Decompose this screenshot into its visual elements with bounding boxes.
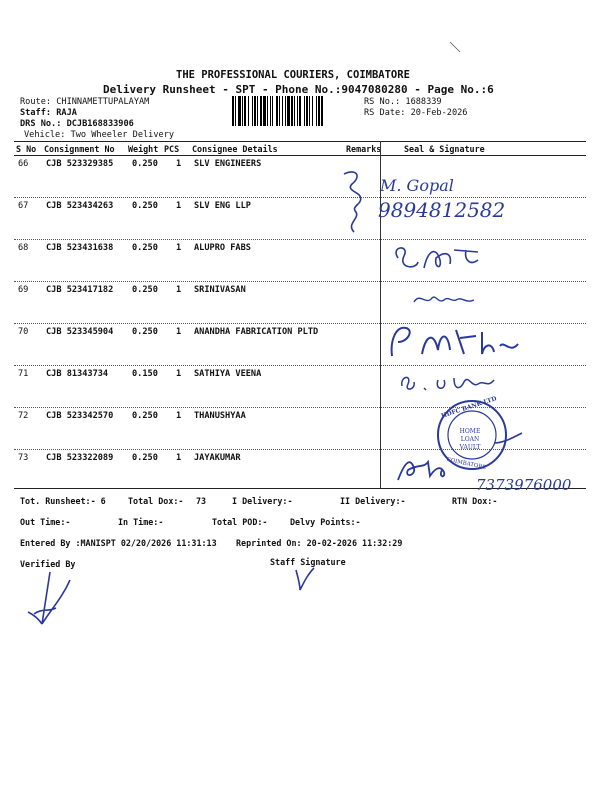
i-delivery: I Delivery:-: [232, 496, 293, 506]
barcode-bar: [299, 96, 301, 126]
row-pcs: 1: [176, 369, 182, 379]
signature-row69: [410, 290, 480, 314]
ii-delivery: II Delivery:-: [340, 496, 406, 506]
barcode-bar: [304, 96, 305, 126]
rs-no-label: RS No.: 1688339: [364, 97, 442, 107]
signature-row73: [394, 454, 454, 488]
signature-row71: [398, 370, 508, 398]
total-pod: Total POD:-: [212, 517, 268, 527]
col-pcs: PCS: [164, 144, 180, 154]
stray-pen-mark: [448, 40, 468, 60]
barcode-bar: [254, 96, 256, 126]
row-sno: 70: [18, 327, 29, 337]
signature-row70: [386, 320, 526, 368]
table-row: [0, 282, 600, 324]
row-pcs: 1: [176, 327, 182, 337]
row-consignment: CJB 523345904: [46, 327, 114, 337]
row-sno: 67: [18, 201, 29, 211]
barcode-bar: [297, 96, 298, 126]
barcode-bar: [316, 96, 317, 126]
stamp-middle-text: HOME LOAN VAULT: [459, 428, 481, 451]
out-time: Out Time:-: [20, 517, 71, 527]
barcode-bar: [279, 96, 280, 126]
vehicle-label: Vehicle: Two Wheeler Delivery: [24, 130, 175, 140]
row-pcs: 1: [176, 285, 182, 295]
row-sno: 71: [18, 369, 29, 379]
table-row: [0, 240, 600, 282]
row-sno: 68: [18, 243, 29, 253]
col-consignee: Consignee Details: [192, 144, 278, 154]
tot-runsheet: Tot. Runsheet:- 6: [20, 496, 106, 506]
row-sno: 66: [18, 159, 29, 169]
total-dox-value: 73: [196, 496, 207, 506]
barcode: [232, 96, 360, 126]
barcode-bar: [248, 96, 249, 126]
row-weight: 0.250: [132, 453, 158, 463]
signature-row68: [390, 240, 490, 278]
col-remarks: Remarks: [346, 144, 382, 154]
handwritten-phone: 9894812582: [378, 198, 506, 222]
barcode-bar: [318, 96, 320, 126]
barcode-bar: [294, 96, 295, 126]
row-sno: 69: [18, 285, 29, 295]
row-consignment: CJB 523342570: [46, 411, 114, 421]
rtn-dox: RTN Dox:-: [452, 496, 498, 506]
row-consignee: THANUSHYAA: [194, 411, 246, 421]
in-time: In Time:-: [118, 517, 164, 527]
handwritten-name: M. Gopal: [380, 176, 454, 195]
row-consignment: CJB 523322089: [46, 453, 114, 463]
row-weight: 0.250: [132, 285, 158, 295]
row-consignee: JAYAKUMAR: [194, 453, 241, 463]
handwritten-phone-2: 7373976000: [476, 476, 572, 494]
barcode-bar: [257, 96, 258, 126]
row-sno: 72: [18, 411, 29, 421]
reprinted-on: Reprinted On: 20-02-2026 11:32:29: [236, 538, 403, 548]
row-consignee: SATHIYA VEENA: [194, 369, 262, 379]
entered-by: Entered By :MANISPT 02/20/2026 11:31:13: [20, 538, 217, 548]
staff-signature-mark: [292, 564, 318, 598]
barcode-bar: [309, 96, 310, 126]
barcode-bar: [306, 96, 308, 126]
row-consignee: SLV ENGINEERS: [194, 159, 262, 169]
barcode-bar: [238, 96, 241, 126]
col-weight: Weight: [128, 144, 159, 154]
row-weight: 0.250: [132, 159, 158, 169]
barcode-bar: [263, 96, 266, 126]
row-consignment: CJB 523434263: [46, 201, 114, 211]
row-weight: 0.250: [132, 411, 158, 421]
col-seal: Seal & Signature: [404, 144, 485, 154]
row-consignee: ANANDHA FABRICATION PLTD: [194, 327, 319, 337]
runsheet-subtitle: Delivery Runsheet - SPT - Phone No.:9047080280 - Page No.:6: [103, 83, 494, 96]
drs-label: DRS No.: DCJB168833906: [20, 119, 134, 129]
barcode-bar: [270, 96, 271, 126]
row-pcs: 1: [176, 453, 182, 463]
company-title: THE PROFESSIONAL COURIERS, COIMBATORE: [176, 69, 410, 81]
barcode-bar: [235, 96, 236, 126]
signature-row66: [336, 166, 376, 240]
row-pcs: 1: [176, 201, 182, 211]
row-consignment: CJB 523329385: [46, 159, 114, 169]
rs-date-label: RS Date: 20-Feb-2026: [364, 108, 468, 118]
stamp-top-text: HDFC BANK LTD: [440, 395, 498, 420]
row-pcs: 1: [176, 243, 182, 253]
row-consignment: CJB 81343734: [46, 369, 109, 379]
verified-by-label: Verified By: [20, 559, 76, 569]
barcode-bar: [291, 96, 293, 126]
row-weight: 0.250: [132, 243, 158, 253]
table-row: [0, 198, 600, 240]
barcode-bar: [272, 96, 273, 126]
table-top-rule: [14, 141, 586, 142]
total-dox-label: Total Dox:-: [128, 496, 184, 506]
barcode-bar: [321, 96, 323, 126]
row-weight: 0.250: [132, 327, 158, 337]
route-label: Route: CHINNAMETTUPALAYAM: [20, 97, 150, 107]
row-consignee: SRINIVASAN: [194, 285, 246, 295]
row-consignment: CJB 523417182: [46, 285, 114, 295]
row-consignment: CJB 523431638: [46, 243, 114, 253]
barcode-bar: [252, 96, 253, 126]
barcode-bar: [267, 96, 268, 126]
barcode-bar: [312, 96, 313, 126]
barcode-bar: [232, 96, 234, 126]
row-weight: 0.250: [132, 201, 158, 211]
row-pcs: 1: [176, 159, 182, 169]
barcode-bar: [287, 96, 290, 126]
verified-signature: [26, 568, 72, 632]
staff-label: Staff: RAJA: [20, 108, 77, 118]
barcode-bar: [276, 96, 278, 126]
col-sno: S No: [16, 144, 37, 154]
barcode-bar: [244, 96, 246, 126]
row-weight: 0.150: [132, 369, 158, 379]
barcode-bar: [282, 96, 283, 126]
table-row: [0, 156, 600, 198]
row-sno: 73: [18, 453, 29, 463]
col-consignment: Consignment No: [44, 144, 115, 154]
barcode-bar: [260, 96, 262, 126]
barcode-bar: [242, 96, 243, 126]
stamp-bottom-text: COIMBATORE: [445, 456, 487, 472]
staff-signature-label: Staff Signature: [270, 557, 346, 567]
row-pcs: 1: [176, 411, 182, 421]
row-consignee: SLV ENG LLP: [194, 201, 251, 211]
delvy-points: Delvy Points:-: [290, 517, 361, 527]
row-consignee: ALUPRO FABS: [194, 243, 251, 253]
barcode-bar: [285, 96, 286, 126]
